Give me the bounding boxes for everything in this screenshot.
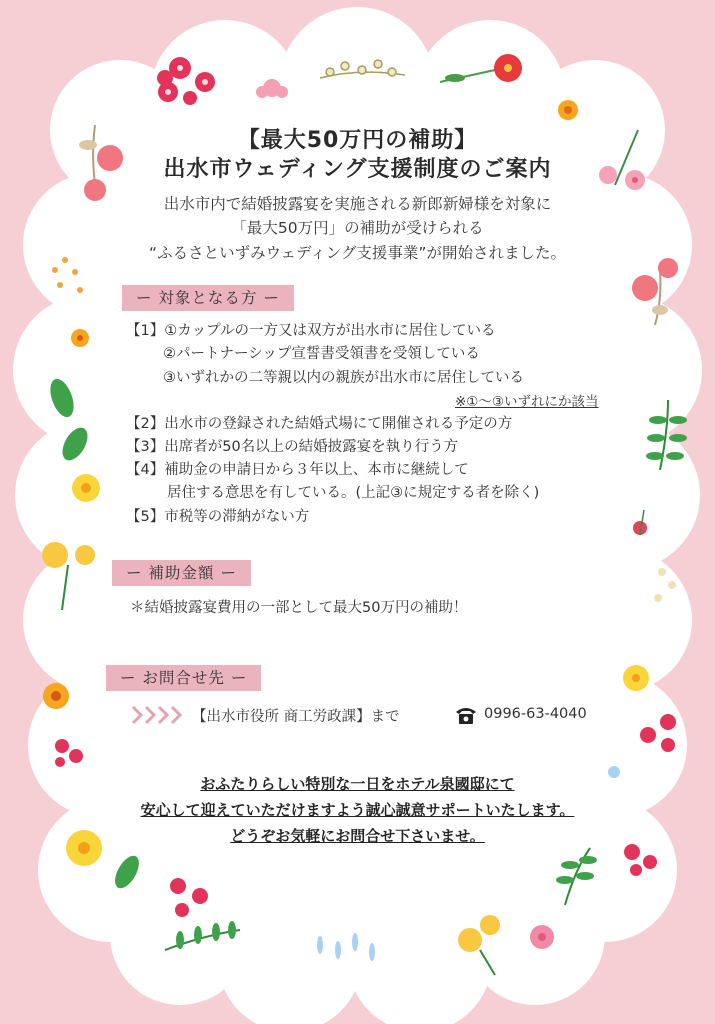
intro-line2: 「最大50万円」の補助が受けられる	[231, 219, 484, 237]
amount-text: ＊結婚披露宴費用の一部として最大50万円の補助！	[130, 600, 468, 616]
rose-branch-icon	[632, 258, 678, 325]
chevron-arrows-icon	[130, 704, 192, 726]
pink-flower-icon	[256, 79, 288, 98]
target-heading: ー 対象となる方 ー	[122, 285, 294, 311]
fern-icon	[646, 400, 687, 470]
fern-icon	[165, 921, 240, 950]
closing-line2: 安心して迎えていただけますよう誠心誠意サポートいたします。	[140, 801, 575, 819]
target-item-3: 【3】出席者が50名以上の結婚披露宴を執り行う方	[126, 439, 459, 455]
target-item-4b: 居住する意思を有している。(上記③に規定する者を除く)	[167, 485, 540, 501]
title-line1: 【最大50万円の補助】	[237, 128, 478, 153]
sprig-icon	[654, 568, 676, 602]
red-flower-icon	[633, 510, 647, 535]
petals-icon	[317, 933, 375, 961]
yellow-flower-icon	[458, 915, 500, 975]
closing-line1: おふたりらしい特別な一日をホテル泉國邸にて	[200, 775, 515, 793]
target-item-2: 【2】出水市の登録された結婚式場にて開催される予定の方	[126, 416, 513, 432]
closing-line3: どうぞお気軽にお問合せ下さいませ。	[230, 827, 485, 845]
fern-icon	[556, 848, 597, 905]
red-flower-icon	[624, 844, 657, 876]
leaf-icon	[46, 376, 93, 465]
red-flower-icon	[170, 878, 208, 917]
intro-line1: 出水市内で結婚披露宴を実施される新郎新婦様を対象に	[163, 195, 552, 213]
target-item-4a: 【4】補助金の申請日から３年以上、本市に継続して	[126, 462, 469, 478]
target-item-1b: ②パートナーシップ宣誓書受領書を受領している	[163, 346, 480, 362]
target-note: ※①〜③いずれにか該当	[455, 394, 599, 410]
sprig-icon	[320, 60, 405, 78]
leaf-icon	[110, 852, 144, 892]
yellow-flower-icon	[558, 100, 578, 120]
orange-flower-icon	[71, 329, 89, 347]
contact-phone[interactable]: 0996-63-4040	[484, 706, 587, 722]
intro-line3: “ふるさといずみウェディング支援事業”が開始されました。	[149, 244, 566, 262]
pink-flower-icon	[640, 714, 676, 752]
yellow-flower-icon	[42, 474, 100, 610]
yellow-flower-icon	[623, 665, 649, 691]
red-flower-icon	[440, 54, 522, 82]
target-item-1a: 【1】①カップルの一方又は双方が出水市に居住している	[126, 323, 496, 339]
title-line2: 出水市ウェディング支援制度のご案内	[163, 157, 552, 182]
contact-office: 【出水市役所 商工労政課】まで	[192, 709, 400, 725]
target-item-5: 【5】市税等の滞納がない方	[126, 509, 310, 525]
telephone-icon	[454, 705, 478, 725]
pink-flower-icon	[530, 925, 554, 949]
target-item-1c: ③いずれかの二等親以内の親族が出水市に居住している	[163, 370, 524, 386]
contact-heading: ー お問合せ先 ー	[106, 665, 261, 691]
red-flower-icon	[55, 739, 83, 767]
amount-heading: ー 補助金額 ー	[112, 560, 251, 586]
orange-flower-icon	[43, 683, 69, 709]
